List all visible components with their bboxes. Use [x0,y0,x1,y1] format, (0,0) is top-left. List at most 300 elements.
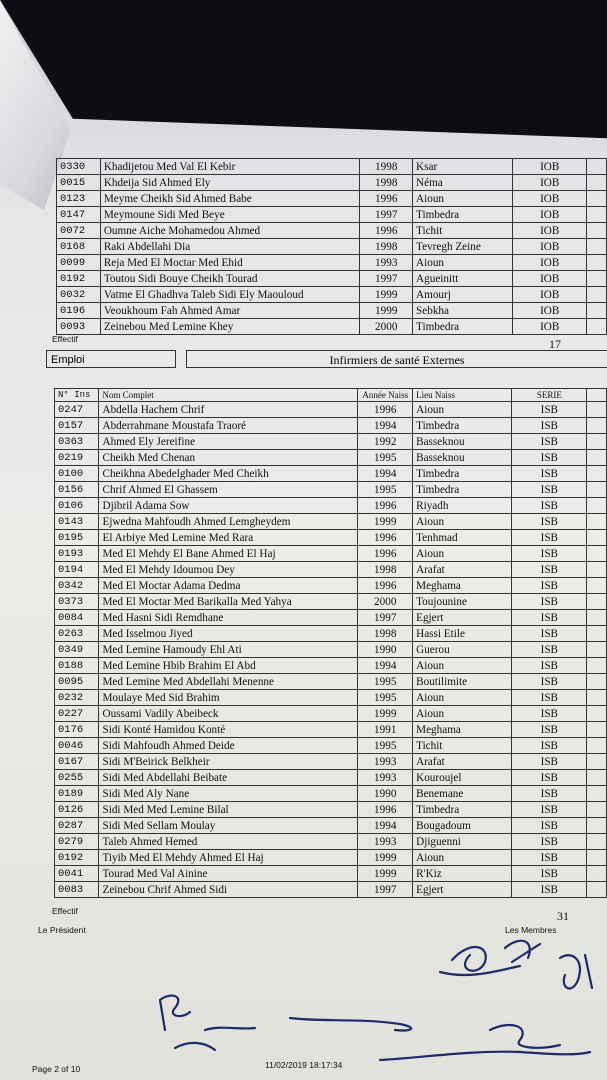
serie-cell: ISB [512,482,587,498]
name-cell: Taleb Ahmed Hemed [99,834,358,850]
extra-cell [587,223,607,239]
ins-cell: 0126 [55,802,99,818]
ins-cell: 0195 [55,530,99,546]
year-cell: 1993 [358,770,413,786]
name-cell: Vatme El Ghadhva Taleb Sidi Ely Maouloud [100,287,360,303]
name-cell: Raki Abdellahi Dia [100,239,360,255]
serie-cell: ISB [512,818,587,834]
serie-cell: ISB [512,882,587,898]
ins-cell: 0123 [57,191,101,207]
name-cell: Med El Moctar Med Barikalla Med Yahya [99,594,358,610]
extra-cell [587,466,607,482]
lieu-cell: Aioun [413,514,512,530]
year-cell: 1996 [358,498,413,514]
serie-cell: ISB [512,754,587,770]
year-cell: 1994 [358,466,413,482]
lieu-cell: Meghama [413,722,512,738]
extra-cell [587,546,607,562]
serie-cell: ISB [512,562,587,578]
name-cell: Oussami Vadily Abeibeck [99,706,358,722]
ins-cell: 0167 [55,754,99,770]
year-cell: 1998 [360,159,413,175]
top-effectif-count: 17 [549,337,561,351]
ins-cell: 0232 [55,690,99,706]
year-cell: 1999 [358,706,413,722]
lieu-cell: Meghama [413,578,512,594]
serie-cell: ISB [512,514,587,530]
table-row [57,303,607,319]
year-cell: 1996 [358,802,413,818]
extra-cell [587,191,607,207]
ins-cell: 0188 [55,658,99,674]
name-cell: Med Isselmou Jiyed [99,626,358,642]
table-row [55,722,607,738]
serie-cell: ISB [512,546,587,562]
table-row [55,834,607,850]
serie-cell: ISB [512,738,587,754]
serie-cell: IOB [513,271,587,287]
ins-cell: 0157 [55,418,99,434]
table-row [55,562,607,578]
table-row [55,434,607,450]
serie-cell: ISB [512,418,587,434]
lieu-cell: Boutilimite [413,674,512,690]
extra-cell [587,303,607,319]
name-cell: Ahmed Ely Jereifine [99,434,358,450]
table-row [57,207,607,223]
ins-cell: 0015 [57,175,101,191]
ins-cell: 0072 [57,223,101,239]
header-year: Année Naiss [358,389,413,402]
extra-cell [587,882,607,898]
name-cell: Meymoune Sidi Med Beye [100,207,360,223]
ins-cell: 0106 [55,498,99,514]
ins-cell: 0192 [57,271,101,287]
lieu-cell: Tichit [413,738,512,754]
lieu-cell: Tichit [413,223,513,239]
ins-cell: 0192 [55,850,99,866]
ins-cell: 0193 [55,546,99,562]
president-label: Le Président [38,925,86,935]
table-row [57,175,607,191]
serie-cell: ISB [512,450,587,466]
lieu-cell: Aioun [413,706,512,722]
lieu-cell: Toujounine [413,594,512,610]
ins-cell: 0093 [57,319,101,335]
year-cell: 1995 [358,674,413,690]
ins-cell: 0168 [57,239,101,255]
main-effectif-count: 31 [557,909,569,923]
extra-cell [587,562,607,578]
lieu-cell: Timbedra [413,802,512,818]
header-extra [587,389,607,402]
serie-cell: ISB [512,434,587,450]
print-timestamp: 11/02/2019 18:17:34 [265,1060,343,1070]
year-cell: 2000 [358,594,413,610]
top-effectif-label: Effectif [52,334,78,344]
name-cell: Khadijetou Med Val El Kebir [100,159,360,175]
table-row [55,882,607,898]
lieu-cell: Arafat [413,754,512,770]
table-row [55,594,607,610]
extra-cell [587,530,607,546]
lieu-cell: Djiguenni [413,834,512,850]
lieu-cell: Kouroujel [413,770,512,786]
lieu-cell: Bougadoum [413,818,512,834]
serie-cell: ISB [512,642,587,658]
table-row [55,626,607,642]
name-cell: Ejwedna Mahfoudh Ahmed Lemgheydem [99,514,358,530]
ins-cell: 0247 [55,402,99,418]
lieu-cell: Aioun [413,690,512,706]
lieu-cell: Tenhmad [413,530,512,546]
table-header-row [55,389,607,402]
ins-cell: 0194 [55,562,99,578]
ins-cell: 0263 [55,626,99,642]
year-cell: 1998 [360,175,413,191]
table-row [55,466,607,482]
lieu-cell: Basseknou [413,434,512,450]
year-cell: 1996 [360,223,413,239]
name-cell: Moulaye Med Sid Brahim [99,690,358,706]
lieu-cell: Egjert [413,610,512,626]
extra-cell [587,658,607,674]
table-row [55,674,607,690]
table-row [55,578,607,594]
main-candidates-table [54,388,607,898]
year-cell: 1998 [358,626,413,642]
table-row [55,690,607,706]
header-ins: N° Ins [55,389,99,402]
serie-cell: IOB [513,239,587,255]
year-cell: 1994 [358,658,413,674]
extra-cell [587,786,607,802]
table-row [55,546,607,562]
ins-cell: 0176 [55,722,99,738]
extra-cell [587,434,607,450]
name-cell: Med Lemine Hamoudy Ehl Ati [99,642,358,658]
serie-cell: ISB [512,594,587,610]
name-cell: Tiyib Med El Mehdy Ahmed El Haj [99,850,358,866]
table-row [55,498,607,514]
extra-cell [587,159,607,175]
extra-cell [587,866,607,882]
extra-cell [587,319,607,335]
ins-cell: 0041 [55,866,99,882]
name-cell: Tourad Med Val Ainine [99,866,358,882]
lieu-cell: Basseknou [413,450,512,466]
lieu-cell: Benemane [413,786,512,802]
header-serie: SERIE [512,389,587,402]
member-signature-1 [452,947,486,971]
serie-cell: IOB [513,207,587,223]
lieu-cell: Arafat [413,562,512,578]
ins-cell: 0330 [57,159,101,175]
serie-cell: ISB [512,834,587,850]
year-cell: 1999 [358,514,413,530]
header-name: Nom Complet [99,389,358,402]
year-cell: 1996 [358,546,413,562]
serie-cell: IOB [513,303,587,319]
name-cell: Cheikhna Abedelghader Med Cheikh [99,466,358,482]
name-cell: Zeinebou Chrif Ahmed Sidi [99,882,358,898]
photo-background [0,0,607,140]
year-cell: 1996 [358,578,413,594]
table-row [55,706,607,722]
serie-cell: ISB [512,466,587,482]
lieu-cell: Amourj [413,287,513,303]
extra-cell [587,287,607,303]
lieu-cell: R'Kiz [413,866,512,882]
lieu-cell: Aioun [413,546,512,562]
name-cell: Sidi Med Sellam Moulay [99,818,358,834]
ins-cell: 0255 [55,770,99,786]
lieu-cell: Néma [413,175,513,191]
emploi-label: Emploi [46,350,176,368]
year-cell: 1995 [358,690,413,706]
lieu-cell: Tevregh Zeine [413,239,513,255]
members-label: Les Membres [505,925,557,935]
year-cell: 1999 [358,850,413,866]
name-cell: Reja Med El Moctar Med Ehid [100,255,360,271]
year-cell: 1997 [358,882,413,898]
serie-cell: ISB [512,802,587,818]
ins-cell: 0196 [57,303,101,319]
lieu-cell: Riyadh [413,498,512,514]
extra-cell [587,722,607,738]
serie-cell: ISB [512,658,587,674]
table-row [55,770,607,786]
serie-cell: IOB [513,175,587,191]
table-row [55,610,607,626]
name-cell: Med Hasni Sidi Remdhane [99,610,358,626]
ins-cell: 0143 [55,514,99,530]
name-cell: Med Lemine Hbib Brahim El Abd [99,658,358,674]
year-cell: 1993 [358,834,413,850]
extra-cell [587,594,607,610]
table-row [57,287,607,303]
header-lieu: Lieu Naiss [413,389,512,402]
lieu-cell: Timbedra [413,207,513,223]
main-effectif-label: Effectif [52,906,78,916]
name-cell: Oumne Aiche Mohamedou Ahmed [100,223,360,239]
table-row [57,255,607,271]
serie-cell: IOB [513,191,587,207]
table-row [57,191,607,207]
table-row [55,738,607,754]
ins-cell: 0342 [55,578,99,594]
extra-cell [587,642,607,658]
lieu-cell: Agueinitt [413,271,513,287]
extra-cell [587,770,607,786]
name-cell: Toutou Sidi Bouye Cheikh Tourad [100,271,360,287]
ins-cell: 0349 [55,642,99,658]
year-cell: 1995 [358,482,413,498]
year-cell: 1996 [358,530,413,546]
extra-cell [587,834,607,850]
lieu-cell: Aioun [413,255,513,271]
name-cell: Sidi Mahfoudh Ahmed Deide [99,738,358,754]
serie-cell: ISB [512,850,587,866]
ins-cell: 0099 [57,255,101,271]
ins-cell: 0156 [55,482,99,498]
serie-cell: ISB [512,706,587,722]
serie-cell: ISB [512,690,587,706]
member-signature-4 [490,1025,560,1048]
table-row [55,866,607,882]
serie-cell: ISB [512,610,587,626]
serie-cell: ISB [512,674,587,690]
name-cell: Djibril Adama Sow [99,498,358,514]
year-cell: 1999 [360,287,413,303]
year-cell: 1998 [360,239,413,255]
lieu-cell: Timbedra [413,418,512,434]
serie-cell: IOB [513,287,587,303]
year-cell: 1997 [360,207,413,223]
lieu-cell: Guerou [413,642,512,658]
table-row [55,530,607,546]
name-cell: Abderrahmane Moustafa Traoré [99,418,358,434]
extra-cell [587,690,607,706]
serie-cell: IOB [513,255,587,271]
year-cell: 1994 [358,818,413,834]
serie-cell: ISB [512,626,587,642]
name-cell: Sidi Med Aly Nane [99,786,358,802]
name-cell: Sidi Med Abdellahi Beibate [99,770,358,786]
page-number: Page 2 of 10 [32,1064,81,1074]
ins-cell: 0095 [55,674,99,690]
extra-cell [587,239,607,255]
member-signature-3 [290,1018,411,1031]
name-cell: Med El Moctar Adama Dedma [99,578,358,594]
extra-cell [587,610,607,626]
ins-cell: 0287 [55,818,99,834]
extra-cell [587,818,607,834]
extra-cell [587,802,607,818]
lieu-cell: Ksar [413,159,513,175]
year-cell: 1990 [358,642,413,658]
extra-cell [587,402,607,418]
extra-cell [587,578,607,594]
year-cell: 1993 [358,754,413,770]
year-cell: 1991 [358,722,413,738]
name-cell: Sidi Med Med Lemine Bilal [99,802,358,818]
ins-cell: 0032 [57,287,101,303]
name-cell: Khdeija Sid Ahmed Ely [100,175,360,191]
extra-cell [587,498,607,514]
serie-cell: ISB [512,498,587,514]
extra-cell [587,450,607,466]
name-cell: Zeinebou Med Lemine Khey [100,319,360,335]
name-cell: Sidi Konté Hamidou Konté [99,722,358,738]
extra-cell [587,514,607,530]
year-cell: 1992 [358,434,413,450]
year-cell: 1996 [360,191,413,207]
top-candidates-table [56,158,607,335]
emploi-title: Infirmiers de santé Externes [186,350,607,368]
name-cell: Cheikh Med Chenan [99,450,358,466]
ins-cell: 0046 [55,738,99,754]
table-row [55,482,607,498]
name-cell: Meyme Cheikh Sid Ahmed Babe [100,191,360,207]
president-signature [160,996,190,1030]
lieu-cell: Timbedra [413,482,512,498]
year-cell: 1998 [358,562,413,578]
lieu-cell: Timbedra [413,466,512,482]
name-cell: Veoukhoum Fah Ahmed Amar [100,303,360,319]
lieu-cell: Aioun [413,850,512,866]
lieu-cell: Sebkha [413,303,513,319]
year-cell: 1995 [358,450,413,466]
lieu-cell: Egjert [413,882,512,898]
table-row [57,271,607,287]
year-cell: 1997 [360,271,413,287]
serie-cell: ISB [512,786,587,802]
table-row [55,642,607,658]
name-cell: Med El Mehdy El Bane Ahmed El Haj [99,546,358,562]
extra-cell [587,850,607,866]
ins-cell: 0084 [55,610,99,626]
name-cell: Abdella Hachem Chrif [99,402,358,418]
year-cell: 1996 [358,402,413,418]
table-row [57,319,607,335]
serie-cell: ISB [512,402,587,418]
name-cell: Med El Mehdy Idoumou Dey [99,562,358,578]
year-cell: 2000 [360,319,413,335]
year-cell: 1999 [358,866,413,882]
table-row [55,514,607,530]
extra-cell [587,175,607,191]
extra-cell [587,207,607,223]
table-row [55,802,607,818]
extra-cell [587,271,607,287]
table-row [55,754,607,770]
extra-cell [587,674,607,690]
handwritten-signatures [0,900,607,1080]
serie-cell: IOB [513,223,587,239]
extra-cell [587,418,607,434]
extra-cell [587,255,607,271]
ins-cell: 0227 [55,706,99,722]
ins-cell: 0189 [55,786,99,802]
serie-cell: ISB [512,770,587,786]
year-cell: 1999 [360,303,413,319]
year-cell: 1994 [358,418,413,434]
serie-cell: ISB [512,866,587,882]
table-row [55,450,607,466]
table-row [55,402,607,418]
ins-cell: 0363 [55,434,99,450]
year-cell: 1995 [358,738,413,754]
table-row [55,818,607,834]
table-row [55,786,607,802]
lieu-cell: Timbedra [413,319,513,335]
lieu-cell: Aioun [413,402,512,418]
ins-cell: 0219 [55,450,99,466]
member-signature-2 [560,955,592,988]
serie-cell: IOB [513,159,587,175]
extra-cell [587,626,607,642]
ins-cell: 0279 [55,834,99,850]
serie-cell: ISB [512,530,587,546]
name-cell: Med Lemine Med Abdellahi Menenne [99,674,358,690]
serie-cell: IOB [513,319,587,335]
name-cell: Sidi M'Beirick Belkheir [99,754,358,770]
year-cell: 1990 [358,786,413,802]
serie-cell: ISB [512,578,587,594]
extra-cell [587,482,607,498]
extra-cell [587,738,607,754]
